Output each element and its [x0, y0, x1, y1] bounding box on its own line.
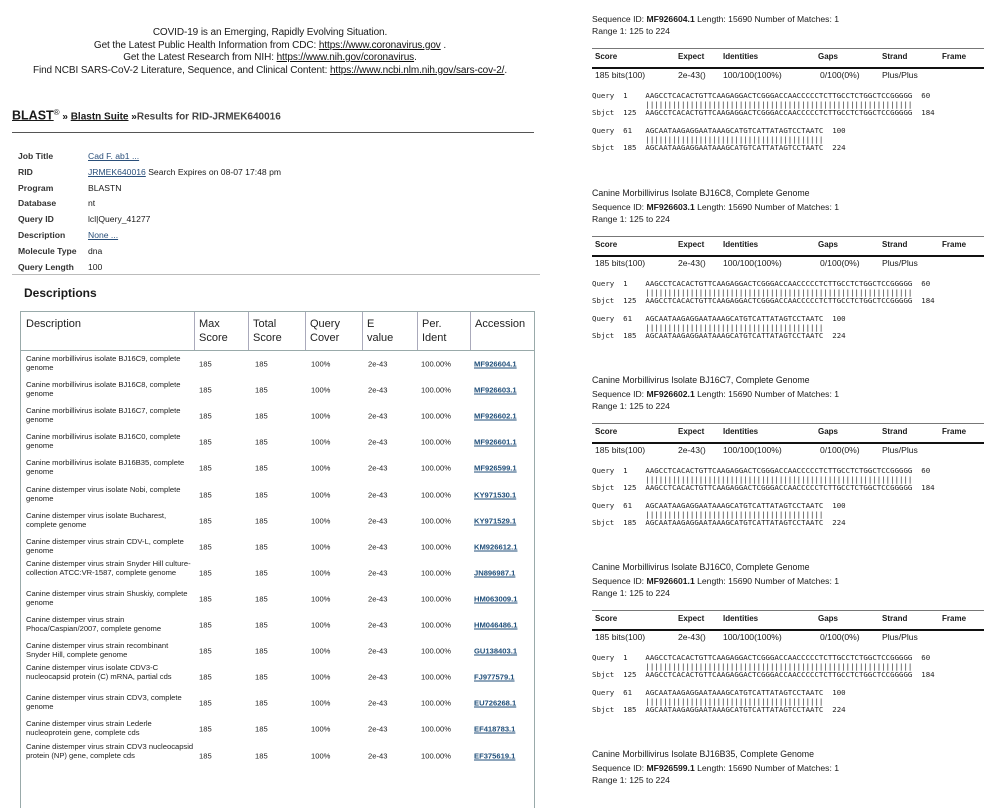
total-score: 185 [255, 646, 268, 656]
total-score: 185 [255, 437, 268, 447]
strand: Plus/Plus [882, 632, 918, 642]
accession-link[interactable]: KY971530.1 [474, 490, 517, 499]
column-divider [194, 312, 195, 350]
expect-value: 2e-43() [678, 70, 706, 80]
query-cover: 100% [311, 594, 331, 604]
e-value: 2e-43 [368, 411, 388, 421]
query-cover: 100% [311, 437, 331, 447]
stats-column-header: Identities [723, 614, 759, 623]
divider [592, 255, 984, 257]
summary-row-molecule-type: Molecule Type dna [18, 245, 103, 256]
e-value: 2e-43 [368, 594, 388, 604]
stats-column-header: Gaps [818, 52, 839, 61]
stats-column-header: Strand [882, 427, 908, 436]
description-cell: Canine distemper virus strain Snyder Hill culture-collection ATCC:VR-1587, complete genome [26, 558, 191, 577]
table-row[interactable] [21, 351, 534, 377]
table-row[interactable] [21, 455, 534, 481]
column-header-col1[interactable]: Max Score [199, 318, 228, 344]
subject-line: Sbjct 185 AGCAATAAGAGGAATAAAGCATGTCATTATAGTCCTAATC 224 [592, 143, 846, 153]
accession-link[interactable]: KY971529.1 [474, 516, 517, 526]
divider [12, 274, 540, 275]
match-line: |||||||||||||||||||||||||||||||||||||||||||||||||||||||||||| [592, 661, 913, 671]
stats-column-header: Identities [723, 52, 759, 61]
stats-column-header: Frame [942, 52, 967, 61]
percent-identity: 100.00% [421, 359, 451, 369]
stats-column-header: Score [595, 240, 618, 249]
nih-link[interactable]: https://www.nih.gov/coronavirus [276, 52, 415, 63]
stats-column-header: Identities [723, 240, 759, 249]
total-score: 185 [255, 490, 268, 499]
total-score: 185 [255, 568, 268, 578]
table-row[interactable] [21, 534, 534, 560]
covid-line-2: Get the Latest Public Health Information from CDC: https://www.coronavirus.gov . [93, 39, 447, 51]
table-row[interactable] [21, 403, 534, 429]
percent-identity: 100.00% [421, 698, 451, 708]
max-score: 185 [199, 646, 212, 656]
cdc-link[interactable]: https://www.coronavirus.gov [318, 39, 441, 51]
table-row[interactable] [21, 377, 534, 403]
match-line: |||||||||||||||||||||||||||||||||||||||||||||||||||||||||||| [592, 474, 913, 484]
accession-link[interactable]: HM046486.1 [474, 620, 518, 630]
ncbi-sars-link[interactable]: https://www.ncbi.nlm.nih.gov/sars-cov-2/ [329, 64, 505, 76]
sequence-id-value[interactable]: MF926599.1 [646, 763, 695, 773]
sequence-id-label: Sequence ID: [592, 202, 647, 212]
percent-identity: 100.00% [421, 672, 451, 682]
column-divider [248, 312, 249, 350]
query-cover: 100% [311, 490, 331, 499]
accession-link[interactable]: EU726268.1 [474, 698, 517, 708]
alignment-title: Canine Morbillivirus Isolate BJ16B35, Complete Genome [592, 749, 814, 759]
max-score: 185 [199, 751, 212, 760]
table-header [21, 312, 534, 351]
blast-home-link[interactable]: BLAST [12, 108, 54, 123]
query-cover: 100% [311, 463, 331, 473]
table-row[interactable] [21, 560, 534, 586]
sequence-id-label: Sequence ID: [592, 14, 647, 24]
match-line: |||||||||||||||||||||||||||||||||||||||| [592, 134, 824, 144]
column-divider [417, 312, 418, 350]
sequence-id [592, 202, 839, 212]
divider [592, 67, 984, 69]
identities: 100/100(100%) [723, 70, 782, 80]
sequence-id-value[interactable]: MF926601.1 [646, 576, 695, 586]
percent-identity: 100.00% [421, 490, 451, 499]
sequence-id [592, 389, 839, 399]
column-header-col4[interactable]: E value [367, 318, 394, 344]
accession-link[interactable]: MF926603.1 [474, 385, 517, 395]
accession-link[interactable]: EF375619.1 [474, 751, 516, 760]
alignment-title: Canine Morbillivirus Isolate BJ16C8, Complete Genome [592, 188, 810, 198]
max-score: 185 [199, 385, 212, 395]
max-score: 185 [199, 698, 212, 708]
percent-identity: 100.00% [421, 463, 451, 473]
query-cover: 100% [311, 751, 331, 760]
strand: Plus/Plus [882, 445, 918, 455]
query-cover: 100% [311, 542, 331, 552]
job-summary [18, 149, 540, 275]
rid-expiry: Search Expires on 08-07 17:48 pm [145, 166, 282, 177]
breadcrumb-separator: » [59, 111, 71, 123]
column-header-col5[interactable]: Per. Ident [422, 318, 447, 344]
stats-column-header: Expect [678, 427, 705, 436]
alignments-panel [592, 0, 992, 807]
description-cell: Canine morbillivirus isolate BJ16C7, complete genome [26, 406, 181, 425]
alignment-stats-header [592, 236, 984, 255]
gaps: 0/100(0%) [820, 70, 860, 80]
total-score: 185 [255, 542, 268, 552]
description-cell: Canine distemper virus strain Phoca/Caspian/2007, complete genome [26, 615, 162, 633]
covid-banner [0, 27, 540, 77]
e-value: 2e-43 [368, 751, 388, 760]
percent-identity: 100.00% [421, 751, 451, 760]
column-header-col3[interactable]: Query Cover [310, 318, 340, 344]
match-line: |||||||||||||||||||||||||||||||||||||||||||||||||||||||||||| [592, 99, 913, 109]
summary-row-job-title: Job Title Cad F. ab1 ... [18, 151, 140, 161]
table-row[interactable] [21, 664, 534, 690]
table-row[interactable] [21, 743, 534, 769]
total-score: 185 [255, 672, 268, 682]
e-value: 2e-43 [368, 463, 388, 473]
sequence-length: Length: 15690 Number of Matches: 1 [694, 389, 840, 399]
query-cover: 100% [311, 620, 331, 630]
subject-line: Sbjct 185 AGCAATAAGAGGAATAAAGCATGTCATTATAGTCCTAATC 224 [592, 331, 846, 341]
total-score: 185 [255, 463, 268, 473]
query-cover: 100% [311, 698, 331, 708]
total-score: 185 [255, 594, 268, 604]
table-row[interactable] [21, 482, 534, 508]
e-value: 2e-43 [368, 672, 388, 682]
description-cell: Canine distemper virus strain Shuskiy, complete genome [26, 588, 188, 607]
query-cover: 100% [311, 568, 331, 578]
description-cell: Canine distemper virus strain Lederle nucleoprotein gene, complete cds [26, 719, 152, 738]
covid-line-4: Find NCBI SARS-CoV-2 Literature, Sequence, and Clinical Content: https://www.ncbi.nlm.nih.gov/sars-cov-2/. [32, 64, 508, 76]
gaps: 0/100(0%) [820, 632, 860, 642]
percent-identity: 100.00% [421, 594, 451, 604]
match-line: |||||||||||||||||||||||||||||||||||||||| [592, 509, 824, 519]
range-label: Range 1: 125 to 224 [592, 214, 670, 224]
table-row[interactable] [21, 612, 534, 638]
description-cell: Canine morbillivirus isolate BJ16C0, complete genome [26, 432, 181, 451]
expect-value: 2e-43() [678, 445, 706, 455]
blastn-suite-link[interactable]: Blastn Suite [70, 111, 129, 123]
alignment-title: Canine Morbillivirus Isolate BJ16C7, Complete Genome [592, 375, 810, 385]
breadcrumb [12, 108, 534, 133]
stats-column-header: Score [595, 427, 618, 436]
total-score: 185 [255, 724, 268, 734]
stats-column-header: Frame [942, 240, 967, 249]
expect-value: 2e-43() [678, 258, 706, 268]
registered-mark: ® [53, 108, 60, 117]
table-row[interactable] [21, 638, 534, 664]
query-line: Query 1 AAGCCTCACACTGTTCAAGAGGACTCGGGACCAACCCCCTCTTGCCTCTGGCTCCGGGGG 60 [592, 466, 931, 475]
e-value: 2e-43 [368, 698, 388, 708]
table-row[interactable] [21, 690, 534, 716]
table-row[interactable] [21, 508, 534, 534]
job-title-link[interactable]: Cad F. ab1 ... [88, 151, 140, 161]
query-line: Query 61 AGCAATAAGAGGAATAAAGCATGTCATTATAGTCCTAATC 100 [592, 314, 846, 323]
stats-column-header: Gaps [818, 240, 839, 249]
subject-line: Sbjct 185 AGCAATAAGAGGAATAAAGCATGTCATTATAGTCCTAATC 224 [592, 518, 846, 528]
query-line: Query 1 AAGCCTCACACTGTTCAAGAGGACTCGGGACCAACCCCCTCTTGCCTCTGGCTCCGGGGG 60 [592, 91, 931, 100]
max-score: 185 [199, 568, 212, 578]
e-value: 2e-43 [368, 516, 388, 526]
score: 185 bits(100) [595, 632, 646, 642]
e-value: 2e-43 [368, 646, 388, 656]
summary-row-description: Description None ... [18, 229, 119, 240]
sequence-id-value[interactable]: MF926602.1 [646, 389, 695, 399]
e-value: 2e-43 [368, 542, 388, 552]
e-value: 2e-43 [368, 490, 388, 499]
query-cover: 100% [311, 646, 331, 656]
alignment-stats-header [592, 423, 984, 442]
description-cell: Canine distemper virus strain CDV3, complete genome [26, 693, 182, 712]
range-label: Range 1: 125 to 224 [592, 588, 670, 598]
score: 185 bits(100) [595, 445, 646, 455]
subject-line: Sbjct 125 AAGCCTCACACTGTTCAAGAGGACTCGGGACCAACCCCCTCTTGCCTCTGGCTCCGGGGG 184 [592, 108, 935, 118]
sequence-id-value[interactable]: MF926603.1 [646, 202, 695, 212]
sequence-id-label: Sequence ID: [592, 576, 647, 586]
sequence-length: Length: 15690 Number of Matches: 1 [694, 576, 840, 586]
accession-link[interactable]: MF926604.1 [474, 359, 517, 369]
stats-column-header: Expect [678, 614, 705, 623]
query-cover: 100% [311, 359, 331, 369]
identities: 100/100(100%) [723, 258, 782, 268]
total-score: 185 [255, 620, 268, 630]
column-header-col6[interactable]: Accession [475, 318, 526, 330]
sequence-id [592, 14, 839, 24]
identities: 100/100(100%) [723, 445, 782, 455]
query-line: Query 1 AAGCCTCACACTGTTCAAGAGGACTCGGGACCAACCCCCTCTTGCCTCTGGCTCCGGGGG 60 [592, 653, 931, 662]
range-label: Range 1: 125 to 224 [592, 775, 670, 785]
percent-identity: 100.00% [421, 411, 451, 421]
subject-line: Sbjct 125 AAGCCTCACACTGTTCAAGAGGACTCGGGACCAACCCCCTCTTGCCTCTGGCTCCGGGGG 184 [592, 670, 935, 680]
e-value: 2e-43 [368, 437, 388, 447]
description-cell: Canine morbillivirus isolate BJ16B35, complete genome [26, 458, 185, 477]
stats-column-header: Gaps [818, 614, 839, 623]
accession-link[interactable]: FJ977579.1 [474, 672, 515, 682]
subject-line: Sbjct 125 AAGCCTCACACTGTTCAAGAGGACTCGGGACCAACCCCCTCTTGCCTCTGGCTCCGGGGG 184 [592, 483, 935, 493]
stats-column-header: Frame [942, 614, 967, 623]
score: 185 bits(100) [595, 258, 646, 268]
table-row[interactable] [21, 429, 534, 455]
percent-identity: 100.00% [421, 568, 451, 578]
covid-line-1: COVID-19 is an Emerging, Rapidly Evolving Situation. [152, 27, 388, 38]
max-score: 185 [199, 411, 212, 421]
summary-row-query-id: Query ID lcl|Query_41277 [18, 214, 151, 225]
stats-column-header: Frame [942, 427, 967, 436]
description-cell: Canine distemper virus isolate CDV3-C nucleocapsid protein (C) mRNA, partial cds [26, 663, 172, 682]
stats-column-header: Strand [882, 614, 908, 623]
query-cover: 100% [311, 516, 331, 526]
total-score: 185 [255, 751, 268, 760]
e-value: 2e-43 [368, 359, 388, 369]
accession-link[interactable]: MF926599.1 [474, 463, 517, 473]
breadcrumb-separator: » [128, 111, 137, 123]
sequence-id-value[interactable]: MF926604.1 [646, 14, 695, 24]
description-cell: Canine morbillivirus isolate BJ16C8, complete genome [26, 380, 181, 399]
accession-link[interactable]: HM063009.1 [474, 594, 518, 604]
stats-column-header: Identities [723, 427, 759, 436]
gaps: 0/100(0%) [820, 445, 860, 455]
column-header-description[interactable]: Description [26, 318, 82, 330]
alignment-stats-header [592, 610, 984, 629]
max-score: 185 [199, 594, 212, 604]
descriptions-table [20, 311, 535, 808]
match-line: |||||||||||||||||||||||||||||||||||||||| [592, 322, 824, 332]
query-line: Query 61 AGCAATAAGAGGAATAAAGCATGTCATTATAGTCCTAATC 100 [592, 126, 846, 135]
alignment-title: Canine Morbillivirus Isolate BJ16C0, Complete Genome [592, 562, 810, 572]
column-divider [362, 312, 363, 350]
descriptions-heading: Descriptions [24, 286, 97, 300]
range-label: Range 1: 125 to 224 [592, 26, 670, 36]
e-value: 2e-43 [368, 385, 388, 395]
total-score: 185 [255, 516, 268, 526]
column-divider [305, 312, 306, 350]
score: 185 bits(100) [595, 70, 646, 80]
sequence-id-label: Sequence ID: [592, 389, 647, 399]
percent-identity: 100.00% [421, 724, 451, 734]
total-score: 185 [255, 698, 268, 708]
strand: Plus/Plus [882, 258, 918, 268]
column-header-col2[interactable]: Total Score [253, 318, 282, 344]
accession-link[interactable]: MF926602.1 [474, 411, 517, 421]
table-row[interactable] [21, 716, 534, 742]
e-value: 2e-43 [368, 724, 388, 734]
max-score: 185 [199, 620, 212, 630]
gaps: 0/100(0%) [820, 258, 860, 268]
max-score: 185 [199, 463, 212, 473]
e-value: 2e-43 [368, 568, 388, 578]
query-cover: 100% [311, 411, 331, 421]
accession-link[interactable]: JN896987.1 [474, 568, 516, 578]
max-score: 185 [199, 490, 212, 499]
sequence-id [592, 763, 839, 773]
summary-row-database: Database nt [18, 198, 96, 209]
query-cover: 100% [311, 672, 331, 682]
max-score: 185 [199, 437, 212, 447]
stats-column-header: Strand [882, 240, 908, 249]
rid-link[interactable]: JRMEK640016 [88, 166, 146, 177]
stats-column-header: Strand [882, 52, 908, 61]
description-cell: Canine distemper virus strain CDV-L, complete genome [26, 536, 184, 555]
stats-column-header: Score [595, 52, 618, 61]
sequence-length: Length: 15690 Number of Matches: 1 [694, 202, 840, 212]
divider [592, 442, 984, 444]
query-line: Query 61 AGCAATAAGAGGAATAAAGCATGTCATTATAGTCCTAATC 100 [592, 688, 846, 697]
description-link[interactable]: None ... [88, 229, 119, 240]
alignment-stats-header [592, 48, 984, 67]
percent-identity: 100.00% [421, 385, 451, 395]
range-label: Range 1: 125 to 224 [592, 401, 670, 411]
match-line: |||||||||||||||||||||||||||||||||||||||||||||||||||||||||||| [592, 287, 913, 297]
summary-row-program: Program BLASTN [18, 182, 122, 193]
sequence-length: Length: 15690 Number of Matches: 1 [694, 14, 840, 24]
max-score: 185 [199, 516, 212, 526]
query-line: Query 1 AAGCCTCACACTGTTCAAGAGGACTCGGGACCAACCCCCTCTTGCCTCTGGCTCCGGGGG 60 [592, 279, 931, 288]
description-cell: Canine morbillivirus isolate BJ16C9, complete genome [26, 354, 181, 372]
strand: Plus/Plus [882, 70, 918, 80]
stats-column-header: Expect [678, 52, 705, 61]
total-score: 185 [255, 359, 268, 369]
divider [592, 629, 984, 631]
table-row[interactable] [21, 586, 534, 612]
accession-link[interactable]: GU138403.1 [474, 646, 518, 656]
match-line: |||||||||||||||||||||||||||||||||||||||| [592, 696, 824, 706]
description-cell: Canine distemper virus strain CDV3 nucleocapsid protein (NP) gene, complete cds [26, 741, 194, 760]
total-score: 185 [255, 411, 268, 421]
query-cover: 100% [311, 724, 331, 734]
results-title: Results for RID-JRMEK640016 [136, 111, 281, 123]
sequence-length: Length: 15690 Number of Matches: 1 [694, 763, 840, 773]
accession-link[interactable]: EF418783.1 [474, 724, 516, 734]
identities: 100/100(100%) [723, 632, 782, 642]
expect-value: 2e-43() [678, 632, 706, 642]
stats-column-header: Gaps [818, 427, 839, 436]
subject-line: Sbjct 125 AAGCCTCACACTGTTCAAGAGGACTCGGGACCAACCCCCTCTTGCCTCTGGCTCCGGGGG 184 [592, 296, 935, 306]
max-score: 185 [199, 542, 212, 552]
percent-identity: 100.00% [421, 646, 451, 656]
accession-link[interactable]: MF926601.1 [474, 437, 517, 447]
column-divider [470, 312, 471, 350]
stats-column-header: Expect [678, 240, 705, 249]
e-value: 2e-43 [368, 620, 388, 630]
max-score: 185 [199, 672, 212, 682]
description-cell: Canine distemper virus isolate Nobi, complete genome [26, 484, 181, 503]
total-score: 185 [255, 385, 268, 395]
summary-row-rid: RID JRMEK640016 Search Expires on 08-07 17:48 pm [18, 166, 282, 177]
query-cover: 100% [311, 385, 331, 395]
query-line: Query 61 AGCAATAAGAGGAATAAAGCATGTCATTATAGTCCTAATC 100 [592, 501, 846, 510]
stats-column-header: Score [595, 614, 618, 623]
sequence-id [592, 576, 839, 586]
percent-identity: 100.00% [421, 542, 451, 552]
max-score: 185 [199, 724, 212, 734]
percent-identity: 100.00% [421, 620, 451, 630]
percent-identity: 100.00% [421, 437, 451, 447]
percent-identity: 100.00% [421, 516, 451, 526]
description-cell: Canine distemper virus isolate Bucharest, complete genome [26, 510, 167, 529]
summary-row-query-length: Query Length 100 [18, 261, 103, 272]
description-cell: Canine distemper virus strain recombinant Snyder Hill, complete genome [26, 641, 169, 660]
sequence-id-label: Sequence ID: [592, 763, 647, 773]
covid-line-3: Get the Latest Research from NIH: https://www.nih.gov/coronavirus. [123, 52, 417, 63]
max-score: 185 [199, 359, 212, 369]
accession-link[interactable]: KM926612.1 [474, 542, 518, 552]
subject-line: Sbjct 185 AGCAATAAGAGGAATAAAGCATGTCATTATAGTCCTAATC 224 [592, 705, 846, 715]
